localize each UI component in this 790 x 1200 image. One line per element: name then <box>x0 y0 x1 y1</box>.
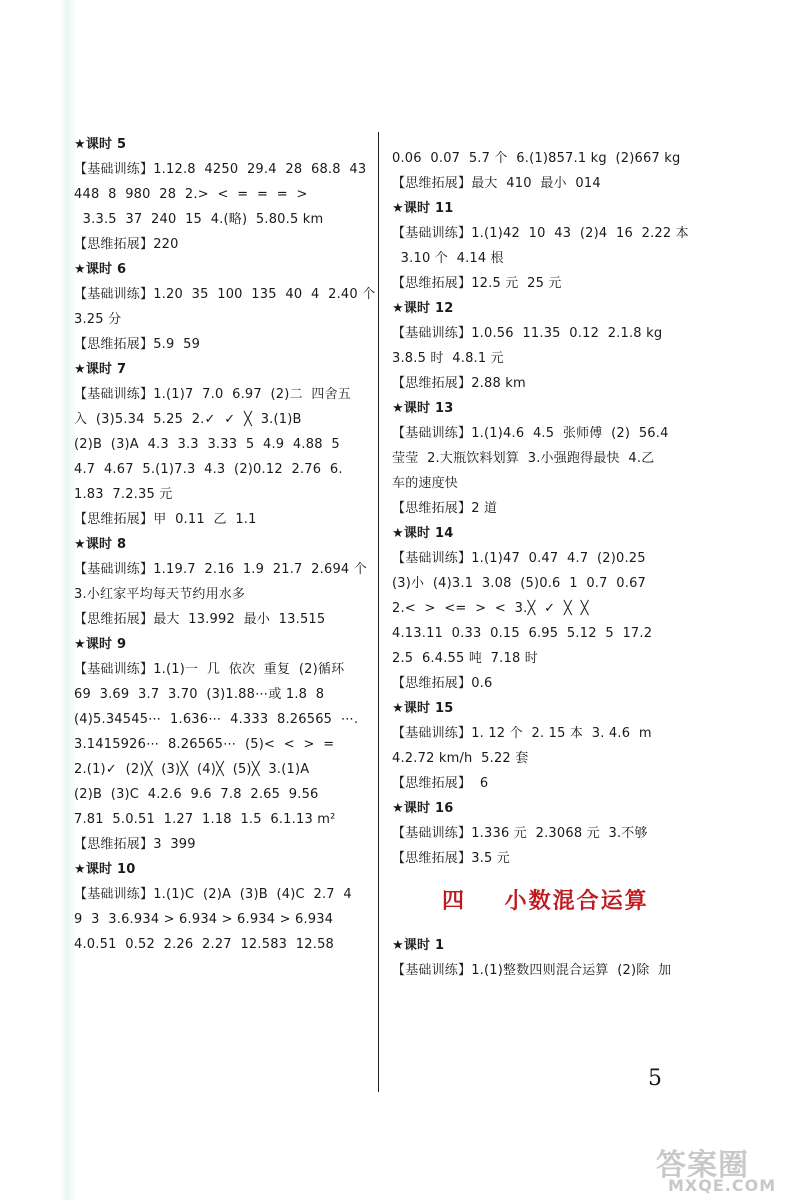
lesson-heading: ★课时 1 <box>392 938 445 953</box>
lesson-heading: ★课时 16 <box>392 801 454 816</box>
answer-line: 4.13.11 0.33 0.15 6.95 5.12 5 17.2 <box>392 626 653 641</box>
answer-line: 【思维拓展】0.6 <box>392 676 493 691</box>
answer-line: 【基础训练】1.(1)C (2)A (3)B (4)C 2.7 4 <box>74 887 352 902</box>
answer-line: 【思维拓展】最大 13.992 最小 13.515 <box>74 612 326 627</box>
answer-line: 3.25 分 <box>74 312 122 327</box>
answer-line: (4)5.34545⋯ 1.636⋯ 4.333 8.26565 ⋯. <box>74 712 359 727</box>
column-divider <box>378 132 379 1092</box>
answer-line: 2.5 6.4.55 吨 7.18 时 <box>392 651 538 666</box>
answer-line: 3.10 个 4.14 根 <box>392 251 504 266</box>
answer-line: 7.81 5.0.51 1.27 1.18 1.5 6.1.13 m² <box>74 812 336 827</box>
lesson-heading: ★课时 7 <box>74 362 127 377</box>
answer-line: 2.< > <= > < 3.╳ ✓ ╳ ╳ <box>392 601 589 616</box>
answer-line: 【基础训练】1.0.56 11.35 0.12 2.1.8 kg <box>392 326 663 341</box>
answer-line: 【基础训练】1.336 元 2.3068 元 3.不够 <box>392 826 648 841</box>
left-column <box>74 132 374 957</box>
answer-line: 【基础训练】1.(1)一 几 依次 重复 (2)循环 <box>74 662 345 677</box>
lesson-heading: ★课时 14 <box>392 526 454 541</box>
answer-line: 9 3 3.6.934 > 6.934 > 6.934 > 6.934 <box>74 912 334 927</box>
answer-line: 3.3.5 37 240 15 4.(略) 5.80.5 km <box>74 212 324 227</box>
watermark-logo <box>652 1140 788 1196</box>
answer-line: 3.小红家平均每天节约用水多 <box>74 587 246 602</box>
right-column <box>392 146 692 983</box>
answer-line: 69 3.69 3.7 3.70 (3)1.88⋯或 1.8 8 <box>74 687 325 702</box>
lesson-heading: ★课时 9 <box>74 637 127 652</box>
answer-line: 1.83 7.2.35 元 <box>74 487 173 502</box>
answer-line: 莹莹 2.大瓶饮料划算 3.小强跑得最快 4.乙 <box>392 451 655 466</box>
lesson-heading: ★课时 12 <box>392 301 454 316</box>
answer-line: 【思维拓展】最大 410 最小 014 <box>392 176 601 191</box>
lesson-heading: ★课时 10 <box>74 862 136 877</box>
watermark-text: 答案圈 <box>656 1148 749 1183</box>
answer-line: (2)B (3)C 4.2.6 9.6 7.8 2.65 9.56 <box>74 787 319 802</box>
page-number: 5 <box>648 1066 662 1091</box>
lesson-heading: ★课时 6 <box>74 262 127 277</box>
lesson-heading: ★课时 5 <box>74 137 127 152</box>
lesson-heading: ★课时 11 <box>392 201 454 216</box>
answer-line: 【思维拓展】3 399 <box>74 837 196 852</box>
answer-line: 【思维拓展】5.9 59 <box>74 337 201 352</box>
answer-line: 【基础训练】1.19.7 2.16 1.9 21.7 2.694 个 <box>74 562 367 577</box>
answer-line: (3)小 (4)3.1 3.08 (5)0.6 1 0.7 0.67 <box>392 576 647 591</box>
answer-line: 入 (3)5.34 5.25 2.✓ ✓ ╳ 3.(1)B <box>74 412 302 427</box>
answer-line: (2)B (3)A 4.3 3.3 3.33 5 4.9 4.88 5 <box>74 437 340 452</box>
answer-line: 【思维拓展】2.88 km <box>392 376 526 391</box>
answer-line: 4.2.72 km/h 5.22 套 <box>392 751 529 766</box>
answer-line: 【基础训练】1.(1)整数四则混合运算 (2)除 加 <box>392 963 672 978</box>
answer-line: 2.(1)✓ (2)╳ (3)╳ (4)╳ (5)╳ 3.(1)A <box>74 762 310 777</box>
lesson-heading: ★课时 15 <box>392 701 454 716</box>
answer-line: 0.06 0.07 5.7 个 6.(1)857.1 kg (2)667 kg <box>392 151 681 166</box>
lesson-heading: ★课时 13 <box>392 401 454 416</box>
answer-line: 车的速度快 <box>392 476 459 491</box>
lesson-heading: ★课时 8 <box>74 537 127 552</box>
answer-line: 4.0.51 0.52 2.26 2.27 12.583 12.58 <box>74 937 335 952</box>
answer-line: 【基础训练】1.20 35 100 135 40 4 2.40 个 <box>74 287 376 302</box>
answer-line: 【思维拓展】220 <box>74 237 179 252</box>
answer-line: 【基础训练】1. 12 个 2. 15 本 3. 4.6 m <box>392 726 652 741</box>
answer-line: 【思维拓展】甲 0.11 乙 1.1 <box>74 512 257 527</box>
answer-line: 【基础训练】1.(1)42 10 43 (2)4 16 2.22 本 <box>392 226 689 241</box>
answer-line: 3.8.5 时 4.8.1 元 <box>392 351 504 366</box>
watermark-url: MXQE.COM <box>668 1176 777 1195</box>
answer-line: 【基础训练】1.12.8 4250 29.4 28 68.8 43 <box>74 162 367 177</box>
answer-line: 【基础训练】1.(1)4.6 4.5 张师傅 (2) 56.4 <box>392 426 669 441</box>
answer-line: 【基础训练】1.(1)47 0.47 4.7 (2)0.25 <box>392 551 646 566</box>
answer-line: 448 8 980 28 2.> < = = = > <box>74 187 308 202</box>
section-title: 四 小数混合运算 <box>442 889 649 914</box>
answer-line: 【基础训练】1.(1)7 7.0 6.97 (2)二 四舍五 <box>74 387 351 402</box>
answer-line: 【思维拓展】 6 <box>392 776 489 791</box>
answer-line: 【思维拓展】12.5 元 25 元 <box>392 276 562 291</box>
answer-line: 【思维拓展】2 道 <box>392 501 498 516</box>
answer-line: 【思维拓展】3.5 元 <box>392 851 511 866</box>
answer-line: 4.7 4.67 5.(1)7.3 4.3 (2)0.12 2.76 6. <box>74 462 343 477</box>
answer-line: 3.1415926⋯ 8.26565⋯ (5)< < > = <box>74 737 335 752</box>
